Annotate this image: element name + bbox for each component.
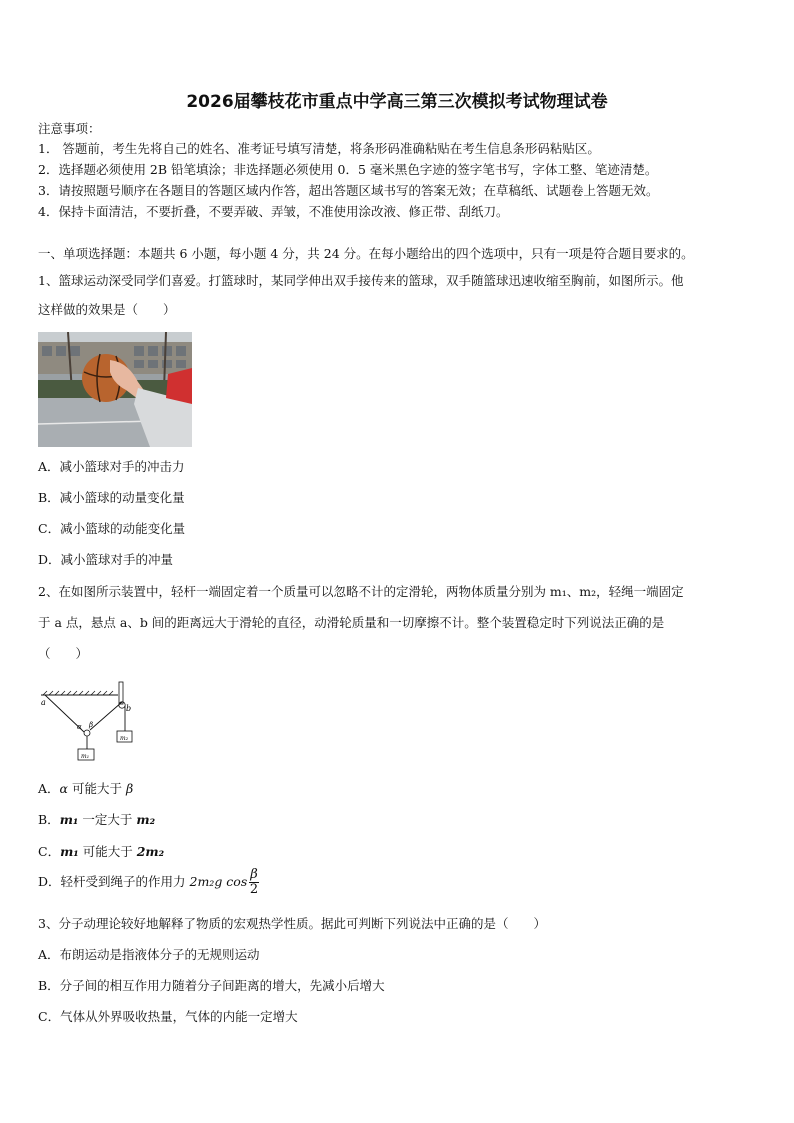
section-heading: 一、单项选择题：本题共 6 小题，每小题 4 分，共 24 分。在每小题给出的四个选项中，只有一项是符合题目要求的。 [38, 246, 694, 261]
page-title: 2026届攀枝花市重点中学高三第三次模拟考试物理试卷 [186, 92, 608, 112]
q2-option-d: D．轻杆受到绳子的作用力 2m₂g cos $\frac{\beta}{2}$ [38, 867, 259, 897]
label-alpha: α [77, 723, 82, 731]
q1-option-b: B．减小篮球的动量变化量 [38, 490, 185, 505]
notice-item: 4．保持卡面清洁，不要折叠，不要弄破、弄皱，不准使用涂改液、修正带、刮纸刀。 [38, 204, 509, 219]
label-m1: m₁ [81, 753, 90, 760]
notice-item: 2．选择题必须使用 2B 铅笔填涂；非选择题必须使用 0．5 毫米黑色字迹的签字笔书写，字体工整、笔迹清楚。 [38, 162, 658, 177]
q1-option-c: C．减小篮球的动能变化量 [38, 521, 186, 536]
q2-option-a: A．α 可能大于 β [38, 781, 134, 796]
fraction-beta-over-2: $\frac{\beta}{2}$ [249, 867, 259, 897]
label-beta: β [89, 721, 94, 729]
question-3-stem: 3、分子动理论较好地解释了物质的宏观热学性质。据此可判断下列说法中正确的是（ ） [38, 916, 546, 931]
notice-heading: 注意事项： [38, 121, 101, 136]
label-m2: m₂ [120, 735, 129, 742]
label-a: a [41, 698, 46, 707]
q3-option-c: C．气体从外界吸收热量，气体的内能一定增大 [38, 1009, 298, 1024]
q3-option-b: B．分子间的相互作用力随着分子间距离的增大，先减小后增大 [38, 978, 385, 993]
question-1-stem-cont: 这样做的效果是（ ） [38, 302, 176, 317]
question-2-stem: 2、在如图所示装置中，轻杆一端固定着一个质量可以忽略不计的定滑轮，两物体质量分别为 m₁、m₂，轻绳一端固定 [38, 584, 684, 599]
q1-option-d: D．减小篮球对手的冲量 [38, 552, 174, 567]
q2-option-b: B．m₁ 一定大于 m₂ [38, 812, 156, 827]
question-1-stem: 1、篮球运动深受同学们喜爱。打篮球时，某同学伸出双手接传来的篮球，双手随篮球迅速收缩至胸前，如图所示。他 [38, 273, 684, 288]
q3-option-a: A．布朗运动是指液体分子的无规则运动 [38, 947, 260, 962]
basketball-photo [38, 332, 192, 447]
notice-list [38, 141, 658, 225]
pulley-diagram [38, 678, 138, 768]
notice-item: 3．请按照题号顺序在各题目的答题区域内作答，超出答题区域书写的答案无效；在草稿纸、试题卷上答题无效。 [38, 183, 659, 198]
question-2-stem-end: （ ） [38, 646, 89, 661]
notice-item: 1． 答题前，考生先将自己的姓名、准考证号填写清楚，将条形码准确粘贴在考生信息条形码粘贴区。 [38, 141, 600, 156]
q1-option-a: A．减小篮球对手的冲击力 [38, 459, 185, 474]
question-2-stem-cont: 于 a 点，悬点 a、b 间的距离远大于滑轮的直径，动滑轮质量和一切摩擦不计。整个装置稳定时下列说法正确的是 [38, 615, 665, 630]
q2-option-c: C．m₁ 可能大于 2m₂ [38, 844, 165, 859]
label-b: b [126, 704, 132, 713]
